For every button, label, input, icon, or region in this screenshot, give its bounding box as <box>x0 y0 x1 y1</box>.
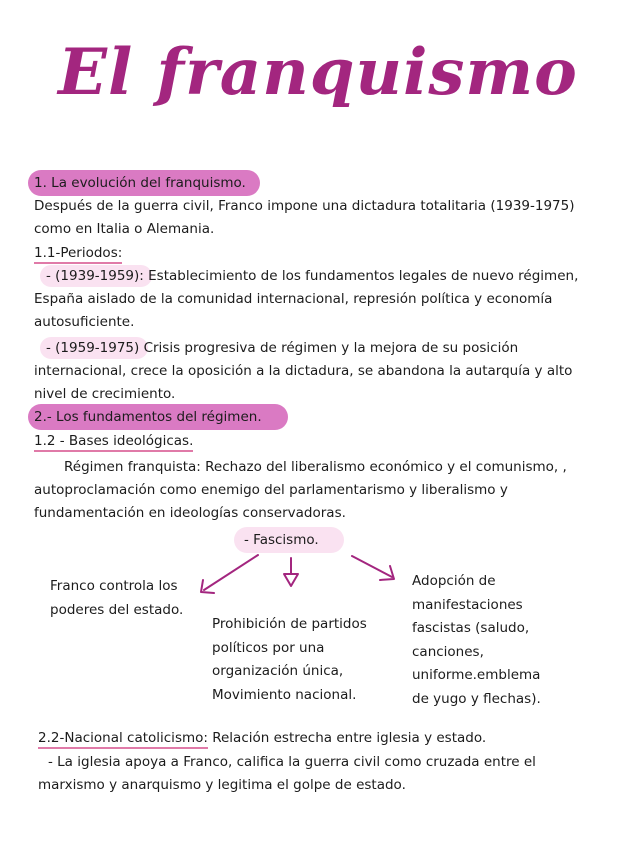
branch-right-line-6: de yugo y flechas). <box>412 690 541 707</box>
period-1-line-3: autosuficiente. <box>34 314 135 330</box>
branch-center-line-3: organización única, <box>212 663 344 679</box>
regime-line-1: Régimen franquista: Rechazo del liberalismo económico y el comunismo, , <box>64 459 567 475</box>
catolicismo-text: Relación estrecha entre iglesia y estado. <box>207 730 487 746</box>
regime-line-2: autoproclamación como enemigo del parlamentarismo y liberalismo y <box>34 482 508 498</box>
arrow-center-head <box>284 574 298 586</box>
period-2-text: Crisis progresiva de régimen y la mejora de su posición <box>139 340 519 356</box>
section-2-heading: 2.- Los fundamentos del régimen. <box>34 409 262 425</box>
arrow-right <box>352 556 392 577</box>
branch-center-line-2: políticos por una <box>212 639 325 656</box>
catolicismo-label: 2.2-Nacional catolicismo: <box>38 730 208 749</box>
branch-right-line-3: fascistas (saludo, <box>412 620 530 636</box>
period-1-text: Establecimiento de los fundamentos legales de nuevo régimen, <box>143 268 579 284</box>
branch-center-line-4: Movimiento nacional. <box>212 686 357 703</box>
branch-center <box>212 613 367 707</box>
arrow-left-head <box>201 580 214 593</box>
section-1-heading: 1. La evolución del franquismo. <box>34 175 246 191</box>
branch-left <box>50 575 183 622</box>
catolicismo-line-3: marxismo y anarquismo y legitima el golpe de estado. <box>38 777 406 793</box>
period-2-line-2: internacional, crece la oposición a la dictadura, se abandona la autarquía y alto <box>34 363 573 379</box>
periods-heading-text: 1.1-Periodos: <box>34 245 122 264</box>
period-2-label: - (1959-1975) <box>46 340 140 356</box>
branch-right-line-2: manifestaciones <box>412 596 523 613</box>
catolicismo-line-2: - La iglesia apoya a Franco, califica la guerra civil como cruzada entre el <box>48 754 536 770</box>
branch-right <box>412 570 541 711</box>
arrow-left <box>204 555 258 590</box>
period-1-line-2: España aislado de la comunidad internacional, represión política y economía <box>34 291 553 307</box>
catolicismo-first-line <box>38 727 486 749</box>
ideological-bases-heading-text: 1.2 - Bases ideológicas. <box>34 433 193 452</box>
branch-left-line-2: poderes del estado. <box>50 601 184 618</box>
fascism-label: - Fascismo. <box>244 532 319 548</box>
branch-right-line-4: canciones, <box>412 643 484 660</box>
branch-right-line-1: Adopción de <box>412 573 496 589</box>
section-1-intro-line-2: como en Italia o Alemania. <box>34 221 215 237</box>
branch-center-line-1: Prohibición de partidos <box>212 616 367 632</box>
regime-line-3: fundamentación en ideologías conservadoras. <box>34 505 346 521</box>
period-2-line-3: nivel de crecimiento. <box>34 386 176 402</box>
period-1-label: - (1939-1959): <box>46 268 144 284</box>
branch-right-line-5: uniforme.emblema <box>412 667 541 683</box>
section-1-intro-line-1: Después de la guerra civil, Franco impone una dictadura totalitaria (1939-1975) <box>34 198 575 214</box>
page-title: El franquismo <box>58 35 578 110</box>
branch-left-line-1: Franco controla los <box>50 578 178 594</box>
